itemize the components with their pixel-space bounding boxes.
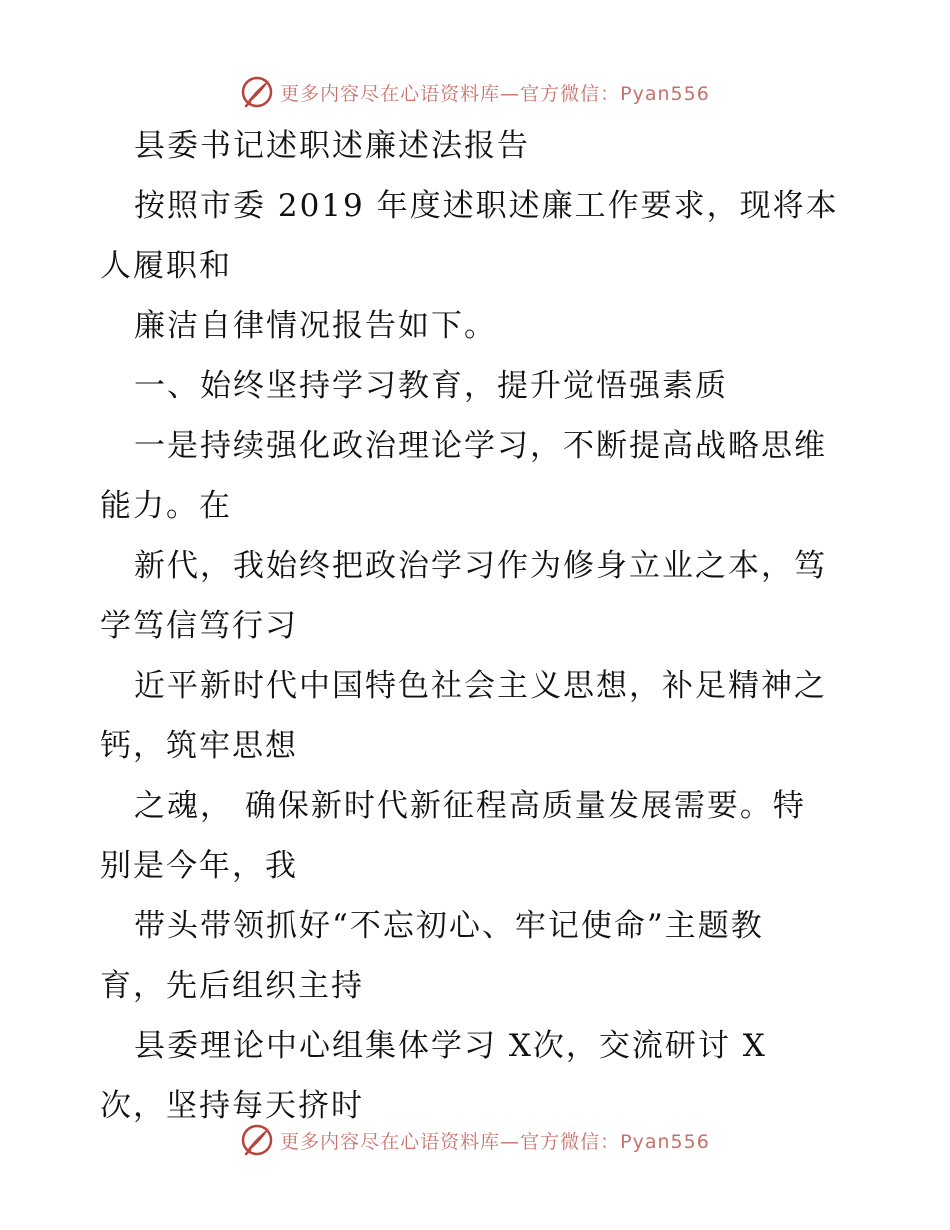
paragraph-line: 廉洁自律情况报告如下。 — [134, 308, 497, 344]
paragraph-line: 育，先后组织主持 — [100, 968, 364, 1004]
paragraph-line: 别是今年，我 — [100, 848, 298, 884]
document-title: 县委书记述职述廉述法报告 — [134, 128, 530, 164]
feather-pen-logo-icon — [240, 75, 274, 109]
paragraph-line: 一是持续强化政治理论学习，不断提高战略思维 — [134, 428, 827, 464]
paragraph-line: 新代，我始终把政治学习作为修身立业之本，笃 — [134, 548, 827, 584]
paragraph-line: 近平新时代中国特色社会主义思想，补足精神之 — [134, 668, 827, 704]
section-heading: 一、始终坚持学习教育，提升觉悟强素质 — [134, 368, 728, 404]
watermark-footer — [0, 1120, 950, 1160]
paragraph-line: 带头带领抓好“不忘初心、牢记使命”主题教 — [134, 908, 764, 944]
watermark-text: 更多内容尽在心语资料库—官方微信：Pyan556 — [280, 1130, 710, 1153]
paragraph-line: 县委理论中心组集体学习 X次，交流研讨 X — [134, 1028, 767, 1064]
paragraph-line: 能力。在 — [100, 488, 232, 524]
paragraph-line: 学笃信笃行习 — [100, 608, 298, 644]
feather-pen-logo-icon — [240, 1123, 274, 1157]
paragraph-line: 人履职和 — [100, 248, 232, 284]
watermark-text: 更多内容尽在心语资料库—官方微信：Pyan556 — [280, 82, 710, 105]
watermark-header — [0, 72, 950, 112]
paragraph-line: 次，坚持每天挤时 — [100, 1088, 364, 1124]
paragraph-line: 按照市委 2019 年度述职述廉工作要求，现将本 — [134, 188, 839, 224]
paragraph-line: 之魂， 确保新时代新征程高质量发展需要。特 — [134, 788, 806, 824]
paragraph-line: 钙，筑牢思想 — [100, 728, 298, 764]
